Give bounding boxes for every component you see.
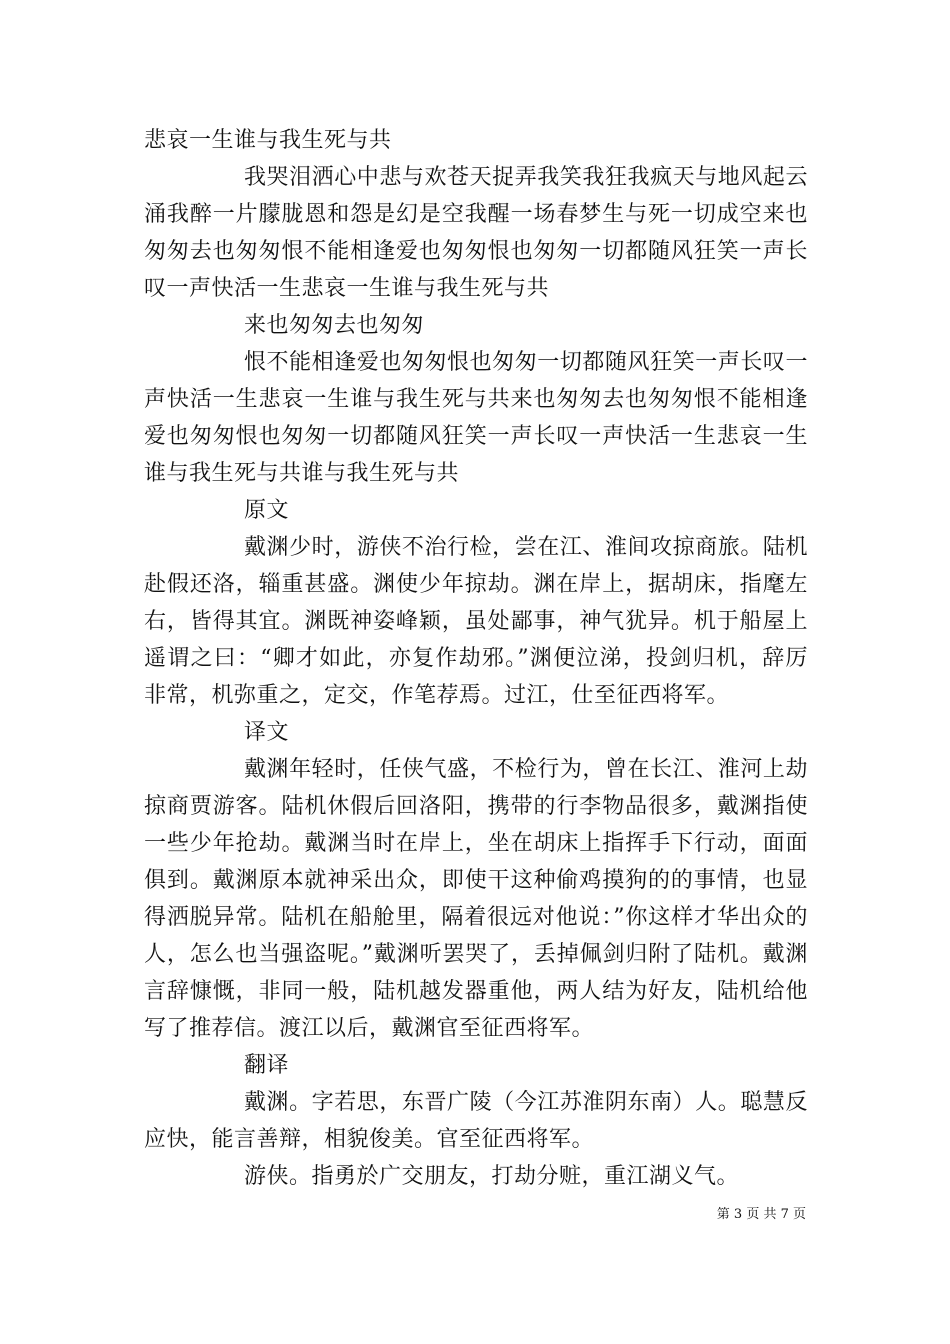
page-number-footer: 第 3 页 共 7 页 (716, 1207, 806, 1222)
note-paragraph: 戴渊。字若思，东晋广陵（今江苏淮阴东南）人。聪慧反应快，能言善辩，相貌俊美。官至征西将军。 (144, 1090, 808, 1152)
lyric-paragraph: 我哭泪洒心中悲与欢苍天捉弄我笑我狂我疯天与地风起云涌我醉一片朦胧恩和怨是幻是空我醒一场春梦生与死一切成空来也匆匆去也匆匆恨不能相逢爱也匆匆恨也匆匆一切都随风狂笑一声长叹一声快活一生悲哀一生谁与我生死与共 (144, 165, 808, 301)
lyric-paragraph: 恨不能相逢爱也匆匆恨也匆匆一切都随风狂笑一声长叹一声快活一生悲哀一生谁与我生死与共来也匆匆去也匆匆恨不能相逢爱也匆匆恨也匆匆一切都随风狂笑一声长叹一声快活一生悲哀一生谁与我生死与共谁与我生死与共 (144, 350, 808, 486)
translation-paragraph: 戴渊年轻时，任侠气盛，不检行为，曾在长江、淮河上劫掠商贾游客。陆机休假后回洛阳，携带的行李物品很多，戴渊指使一些少年抢劫。戴渊当时在岸上，坐在胡床上指挥手下行动，面面俱到。戴渊原本就神采出众，即使干这种偷鸡摸狗的的事情，也显得洒脱异常。陆机在船舱里，隔着很远对他说：”你这样才华出众的人，怎么也当强盗呢。”戴渊听罢哭了，丢掉佩剑归附了陆机。戴渊言辞慷慨，非同一般，陆机越发器重他，两人结为好友，陆机给他写了推荐信。渡江以后，戴渊官至征西将军。 (144, 757, 808, 1041)
lyric-paragraph: 来也匆匆去也匆匆 (244, 313, 425, 338)
original-text-paragraph: 戴渊少时，游侠不治行检，尝在江、淮间攻掠商旅。陆机赴假还洛，辎重甚盛。渊使少年掠劫。渊在岸上，据胡床，指麾左右，皆得其宜。渊既神姿峰颖，虽处鄙事，神气犹异。机于船屋上遥谓之曰：“卿才如此，亦复作劫邪。”渊便泣涕，投剑归机，辞厉非常，机弥重之，定交，作笔荐焉。过江，仕至征西将军。 (144, 535, 808, 708)
continued-lyric-paragraph: 悲哀一生谁与我生死与共 (144, 128, 392, 153)
section-heading-original: 原文 (244, 498, 290, 523)
note-paragraph: 游侠。指勇於广交朋友，打劫分赃，重江湖义气。 (244, 1164, 740, 1189)
section-heading-translation: 译文 (244, 720, 290, 745)
section-heading-notes: 翻译 (244, 1053, 290, 1078)
document-body (144, 122, 808, 1195)
